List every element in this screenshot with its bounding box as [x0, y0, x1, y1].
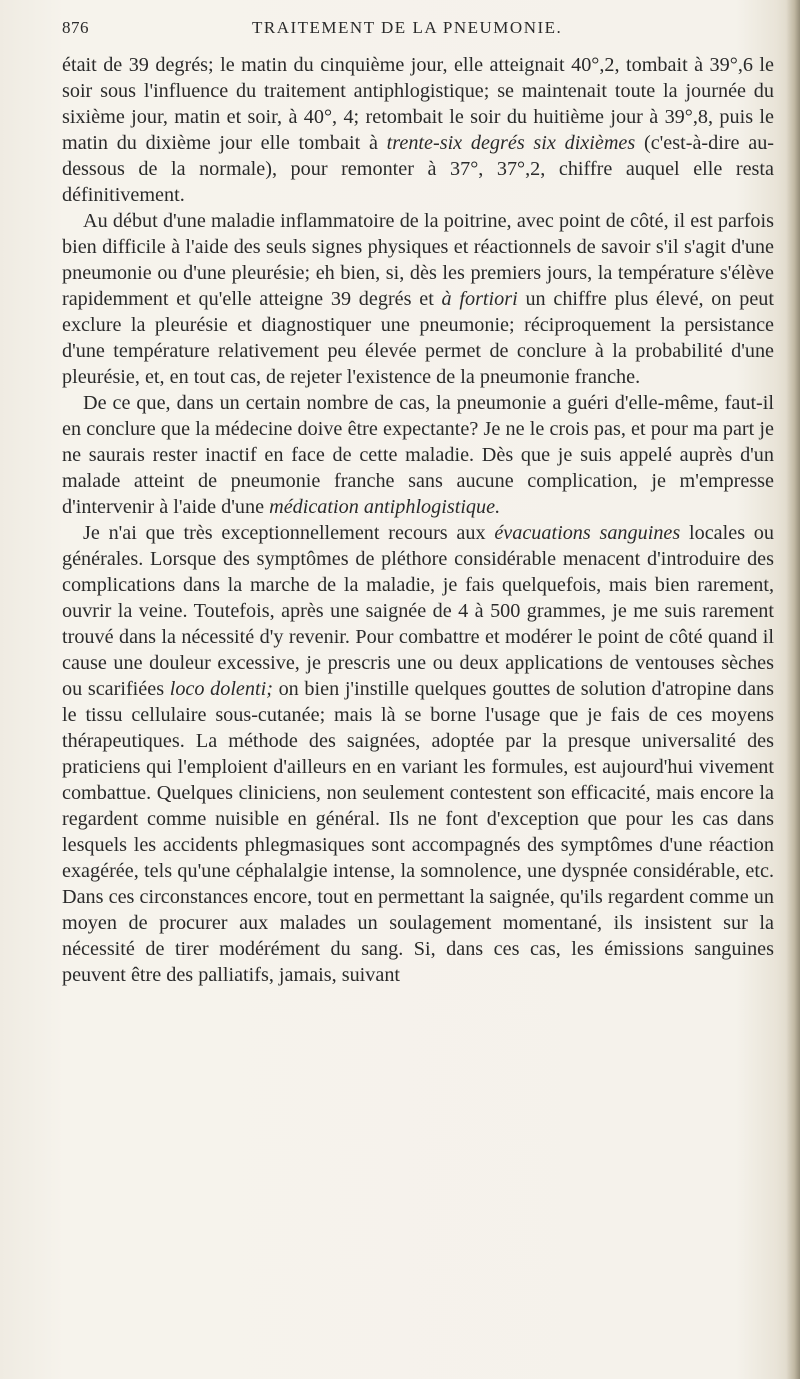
text-run: Au début d'une maladie inflammatoire de la poitrine, avec point de côté, il est parfois bien difficile à l'aide des seuls signes physiques et réactionnels de savoir s'il s'agit d'une pneumonie ou d'une pleurésie; eh bien, si, dès les premiers jours, la température s'élève rapidemment et qu'elle atteigne 39 degrés et — [62, 210, 774, 310]
paragraph — [62, 520, 774, 988]
page-header — [62, 10, 762, 40]
text-run: De ce que, dans un certain nombre de cas, la pneumonie a guéri d'elle-même, faut-il en conclure que la médecine doive être expectante? Je ne le crois pas, et pour ma part je ne saurais rester inactif en face de cette maladie. Dès que je suis appelé auprès d'un malade atteint de pneumonie franche sans aucune complication, je m'empresse d'intervenir à l'aide d'une — [62, 392, 774, 518]
italic-text-run: médication antiphlogistique. — [269, 496, 501, 518]
italic-text-run: trente-six degrés six dixièmes — [386, 132, 636, 154]
text-run: (c'est-à-dire au-dessous de la normale), pour remonter à 37°, 37°,2, chiffre auquel elle resta définitivement. — [62, 132, 775, 206]
page-number: 876 — [62, 18, 89, 37]
text-run: locales ou générales. Lorsque des symptômes de pléthore considérable menacent d'introduire des complications dans la marche de la maladie, je fais quelquefois, mais bien rarement, ouvrir la veine. Toutefois, après une saignée de 4 à 500 grammes, je me suis rarement trouvé dans la nécessité d'y revenir. Pour combattre et modérer le point de côté quand il cause une douleur excessive, je prescris une ou deux applications de ventouses sèches ou scarifiées — [62, 522, 774, 700]
text-run: était de 39 degrés; le matin du cinquième jour, elle atteignait 40°,2, tombait à 39°,6 le soir sous l'influence du traitement antiphlogistique; se maintenait toute la journée du sixième jour, matin et soir, à 40°, 4; retombait le soir du huitième jour à 39°,8, puis le matin du dixième jour elle tombait à — [62, 54, 774, 154]
page-edge-shadow — [786, 0, 800, 1379]
italic-text-run: loco dolenti; — [169, 678, 273, 700]
italic-text-run: évacuations sanguines — [494, 522, 681, 544]
paragraph — [62, 390, 774, 520]
text-run: on bien j'instille quelques gouttes de solution d'atropine dans le tissu cellulaire sous-cutanée; mais là se borne l'usage que je fais de ces moyens thérapeutiques. La méthode des saignées, adoptée par la presque universalité des praticiens qui l'emploient d'ailleurs en en variant les formules, est aujourd'hui vivement combattue. Quelques cliniciens, non seulement contestent son efficacité, mais encore la regardent comme nuisible en général. Ils ne font d'exception que pour les cas dans lesquels les accidents phlegmasiques sont accompagnés des symptômes d'une réaction exagérée, tels qu'une céphalalgie intense, la somnolence, une dyspnée considérable, etc. Dans ces circonstances encore, tout en permettant la saignée, qu'ils regardent comme un moyen de procurer aux malades un soulagement momentané, ils insistent sur la nécessité de tirer modérément du sang. Si, dans ces cas, les émissions sanguines peuvent être des palliatifs, jamais, suivant — [62, 678, 774, 986]
running-title: TRAITEMENT DE LA PNEUMONIE. — [252, 18, 563, 37]
text-run: Je n'ai que très exceptionnellement recours aux — [83, 522, 495, 544]
italic-text-run: à fortiori — [441, 288, 518, 310]
body-text — [62, 52, 774, 988]
text-run: un chiffre plus élevé, on peut exclure la pleurésie et diagnostiquer une pneumonie; réciproquement la persistance d'une température relativement peu élevée permet de conclure à la probabilité d'une pleurésie, et, en tout cas, de rejeter l'existence de la pneumonie franche. — [62, 288, 774, 388]
paragraph — [62, 52, 774, 208]
paragraph — [62, 208, 774, 390]
